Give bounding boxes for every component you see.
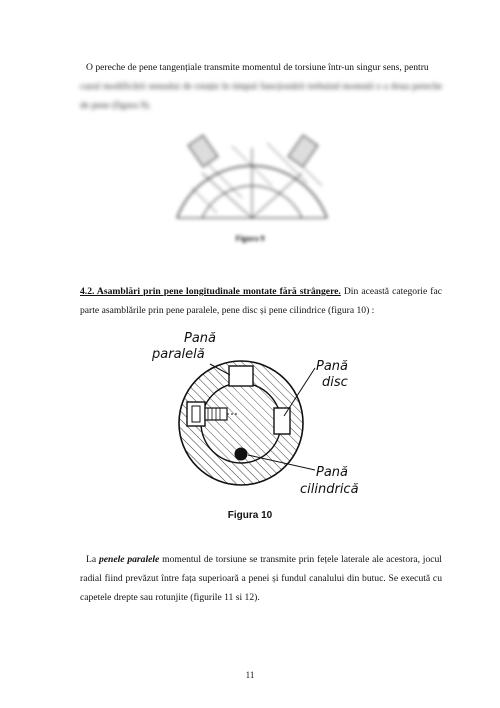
- parallel-keys-paragraph: [80, 550, 442, 607]
- para3-lead: La: [86, 554, 99, 565]
- section-heading: 4.2. Asamblări prin pene longitudinale montate fără strângere.: [80, 286, 341, 297]
- parallel-key: [229, 366, 253, 386]
- page-number: 11: [245, 670, 255, 680]
- intro-text: O pereche de pene tangențiale transmite momentul de torsiune într-un singur sens, pentru: [86, 62, 429, 73]
- parallel-keys-term: penele paralele: [98, 554, 160, 565]
- figure-10-drawing: [150, 330, 370, 508]
- para3-rest: momentul de torsiune se transmite prin fețele laterale ale acestora, jocul radial fiind prevăzut între fața superioară a penei și fundul canalului din butuc. Se execută cu capetele drepte sau rotunjite (figurile 11 si 12).: [80, 554, 442, 603]
- label-disc-1: Pană: [316, 359, 349, 374]
- figure-9-caption: Figura 9: [235, 234, 265, 243]
- label-disc-2: disc: [322, 375, 348, 390]
- disc-key: [274, 408, 290, 434]
- intro-line: [80, 58, 442, 77]
- cylindrical-key: [235, 448, 247, 460]
- label-parallel-1: Pană: [184, 331, 217, 346]
- intro-blurred-text: cazul modificării sensului de rotație în timpul funcționării trebuind montată o a doua pereche de pene (figura 9).: [80, 81, 442, 111]
- section-paragraph: [80, 282, 442, 320]
- figure-10-caption: Figura 10: [227, 510, 273, 521]
- section-text: Din această categorie fac parte asamblările prin pene paralele, pene disc și pene cilindrice (figura 10) :: [80, 286, 442, 316]
- label-parallel-2: paralelă: [152, 347, 205, 362]
- label-cyl-2: cilindrică: [300, 482, 359, 497]
- label-cyl-1: Pană: [316, 465, 349, 480]
- figure-9-drawing: [172, 118, 332, 230]
